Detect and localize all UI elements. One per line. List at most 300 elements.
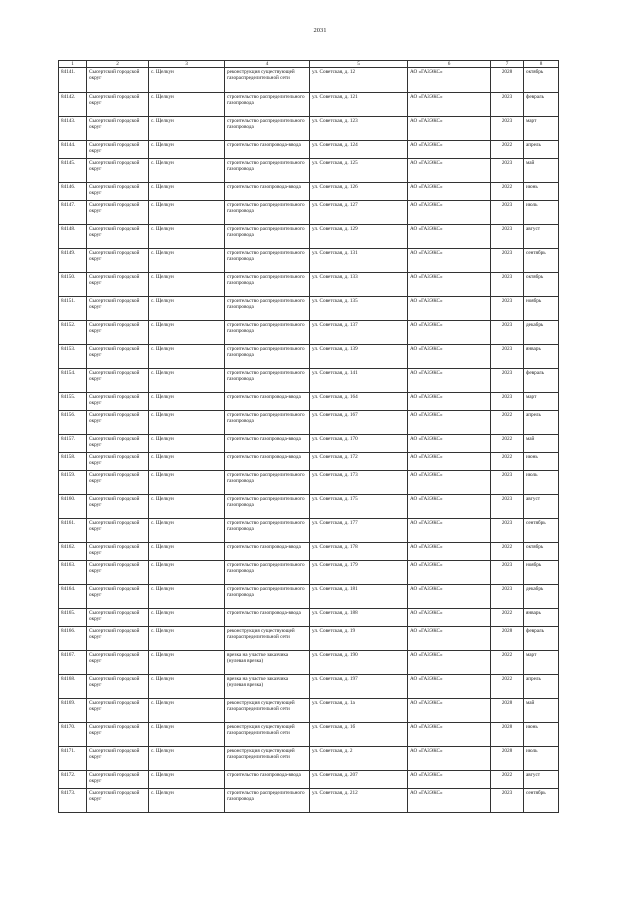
cell-settlement: с. Щелкун <box>149 771 225 789</box>
cell-settlement: с. Щелкун <box>149 495 225 519</box>
cell-month: июль <box>524 201 559 225</box>
cell-contractor: АО «ГАЗЭКС» <box>408 297 491 321</box>
cell-district: Сысертский городской округ <box>87 723 149 747</box>
cell-year: 2022 <box>491 435 524 453</box>
cell-work-type: строительство газопровода-ввода <box>225 183 310 201</box>
cell-address: ул. Советская, д. 197 <box>310 675 408 699</box>
cell-row-number: 84159. <box>59 471 87 495</box>
cell-year: 2023 <box>491 345 524 369</box>
cell-year: 2022 <box>491 141 524 159</box>
cell-row-number: 84160. <box>59 495 87 519</box>
cell-year: 2028 <box>491 747 524 771</box>
table-row <box>59 789 559 813</box>
cell-settlement: с. Щелкун <box>149 699 225 723</box>
cell-settlement: с. Щелкун <box>149 297 225 321</box>
cell-address: ул. Советская, д. 133 <box>310 273 408 297</box>
cell-address: ул. Советская, д. 127 <box>310 201 408 225</box>
cell-year: 2028 <box>491 699 524 723</box>
cell-settlement: с. Щелкун <box>149 93 225 117</box>
cell-address: ул. Советская, д. 12 <box>310 68 408 93</box>
cell-address: ул. Советская, д. 126 <box>310 183 408 201</box>
table-row <box>59 699 559 723</box>
cell-work-type: строительство распределительного газопровода <box>225 225 310 249</box>
column-number-4: 4 <box>225 61 310 68</box>
table-row <box>59 723 559 747</box>
cell-address: ул. Советская, д. 139 <box>310 345 408 369</box>
table-row <box>59 93 559 117</box>
table-row <box>59 345 559 369</box>
cell-year: 2023 <box>491 471 524 495</box>
table-row <box>59 519 559 543</box>
cell-work-type: строительство распределительного газопровода <box>225 471 310 495</box>
cell-address: ул. Советская, д. 137 <box>310 321 408 345</box>
cell-row-number: 84170. <box>59 723 87 747</box>
cell-work-type: реконструкция существующей газораспределительной сети <box>225 699 310 723</box>
cell-contractor: АО «ГАЗЭКС» <box>408 249 491 273</box>
cell-year: 2023 <box>491 225 524 249</box>
cell-work-type: строительство газопровода-ввода <box>225 141 310 159</box>
cell-district: Сысертский городской округ <box>87 141 149 159</box>
cell-work-type: строительство распределительного газопровода <box>225 117 310 141</box>
cell-row-number: 84173. <box>59 789 87 813</box>
cell-settlement: с. Щелкун <box>149 453 225 471</box>
cell-district: Сысертский городской округ <box>87 201 149 225</box>
cell-year: 2023 <box>491 93 524 117</box>
cell-contractor: АО «ГАЗЭКС» <box>408 561 491 585</box>
table-row <box>59 411 559 435</box>
table-row <box>59 117 559 141</box>
table-row <box>59 675 559 699</box>
cell-address: ул. Советская, д. 173 <box>310 471 408 495</box>
cell-row-number: 84156. <box>59 411 87 435</box>
table-row <box>59 249 559 273</box>
table-row <box>59 585 559 609</box>
cell-contractor: АО «ГАЗЭКС» <box>408 699 491 723</box>
cell-work-type: строительство распределительного газопровода <box>225 93 310 117</box>
table-row <box>59 68 559 93</box>
table-row <box>59 651 559 675</box>
cell-contractor: АО «ГАЗЭКС» <box>408 471 491 495</box>
cell-district: Сысертский городской округ <box>87 297 149 321</box>
cell-district: Сысертский городской округ <box>87 453 149 471</box>
cell-address: ул. Советская, д. 121 <box>310 93 408 117</box>
cell-settlement: с. Щелкун <box>149 201 225 225</box>
column-number-5: 5 <box>310 61 408 68</box>
cell-month: октябрь <box>524 273 559 297</box>
cell-year: 2028 <box>491 627 524 651</box>
cell-settlement: с. Щелкун <box>149 435 225 453</box>
cell-work-type: строительство распределительного газопровода <box>225 201 310 225</box>
cell-row-number: 84163. <box>59 561 87 585</box>
cell-settlement: с. Щелкун <box>149 609 225 627</box>
cell-settlement: с. Щелкун <box>149 627 225 651</box>
table-row <box>59 297 559 321</box>
cell-district: Сысертский городской округ <box>87 675 149 699</box>
cell-settlement: с. Щелкун <box>149 68 225 93</box>
cell-year: 2023 <box>491 393 524 411</box>
cell-contractor: АО «ГАЗЭКС» <box>408 453 491 471</box>
cell-row-number: 84150. <box>59 273 87 297</box>
cell-settlement: с. Щелкун <box>149 723 225 747</box>
cell-contractor: АО «ГАЗЭКС» <box>408 519 491 543</box>
cell-work-type: реконструкция существующей газораспределительной сети <box>225 723 310 747</box>
cell-contractor: АО «ГАЗЭКС» <box>408 651 491 675</box>
cell-work-type: реконструкция существующей газораспределительной сети <box>225 627 310 651</box>
cell-row-number: 84142. <box>59 93 87 117</box>
cell-month: февраль <box>524 627 559 651</box>
cell-month: июль <box>524 747 559 771</box>
cell-row-number: 84152. <box>59 321 87 345</box>
cell-row-number: 84162. <box>59 543 87 561</box>
cell-district: Сысертский городской округ <box>87 543 149 561</box>
cell-row-number: 84158. <box>59 453 87 471</box>
cell-year: 2028 <box>491 68 524 93</box>
cell-row-number: 84151. <box>59 297 87 321</box>
cell-contractor: АО «ГАЗЭКС» <box>408 225 491 249</box>
cell-month: октябрь <box>524 543 559 561</box>
table-row <box>59 495 559 519</box>
cell-work-type: строительство газопровода-ввода <box>225 435 310 453</box>
cell-row-number: 84155. <box>59 393 87 411</box>
cell-address: ул. Советская, д. 212 <box>310 789 408 813</box>
cell-contractor: АО «ГАЗЭКС» <box>408 68 491 93</box>
column-number-6: 6 <box>408 61 491 68</box>
cell-row-number: 84143. <box>59 117 87 141</box>
cell-address: ул. Советская, д. 188 <box>310 609 408 627</box>
column-number-1: 1 <box>59 61 87 68</box>
cell-row-number: 84157. <box>59 435 87 453</box>
cell-row-number: 84154. <box>59 369 87 393</box>
cell-contractor: АО «ГАЗЭКС» <box>408 723 491 747</box>
cell-address: ул. Советская, д. 207 <box>310 771 408 789</box>
table-row <box>59 273 559 297</box>
cell-contractor: АО «ГАЗЭКС» <box>408 273 491 297</box>
cell-settlement: с. Щелкун <box>149 561 225 585</box>
cell-district: Сысертский городской округ <box>87 159 149 183</box>
cell-district: Сысертский городской округ <box>87 771 149 789</box>
cell-year: 2022 <box>491 411 524 435</box>
page-number: 2031 <box>313 27 327 34</box>
cell-row-number: 84145. <box>59 159 87 183</box>
cell-contractor: АО «ГАЗЭКС» <box>408 93 491 117</box>
cell-district: Сысертский городской округ <box>87 273 149 297</box>
cell-address: ул. Советская, д. 123 <box>310 117 408 141</box>
cell-year: 2022 <box>491 651 524 675</box>
cell-row-number: 84149. <box>59 249 87 273</box>
cell-contractor: АО «ГАЗЭКС» <box>408 183 491 201</box>
cell-month: март <box>524 651 559 675</box>
cell-work-type: строительство газопровода-ввода <box>225 453 310 471</box>
cell-address: ул. Советская, д. 167 <box>310 411 408 435</box>
cell-row-number: 84147. <box>59 201 87 225</box>
cell-year: 2023 <box>491 117 524 141</box>
cell-work-type: строительство распределительного газопровода <box>225 561 310 585</box>
cell-settlement: с. Щелкун <box>149 519 225 543</box>
cell-work-type: строительство распределительного газопровода <box>225 273 310 297</box>
cell-month: июнь <box>524 453 559 471</box>
cell-settlement: с. Щелкун <box>149 471 225 495</box>
cell-year: 2023 <box>491 369 524 393</box>
table-row <box>59 393 559 411</box>
cell-contractor: АО «ГАЗЭКС» <box>408 141 491 159</box>
cell-month: февраль <box>524 93 559 117</box>
cell-district: Сысертский городской округ <box>87 183 149 201</box>
cell-district: Сысертский городской округ <box>87 321 149 345</box>
cell-settlement: с. Щелкун <box>149 675 225 699</box>
cell-month: сентябрь <box>524 519 559 543</box>
cell-settlement: с. Щелкун <box>149 411 225 435</box>
table-row <box>59 159 559 183</box>
cell-district: Сысертский городской округ <box>87 249 149 273</box>
cell-settlement: с. Щелкун <box>149 789 225 813</box>
cell-row-number: 84146. <box>59 183 87 201</box>
cell-settlement: с. Щелкун <box>149 159 225 183</box>
cell-settlement: с. Щелкун <box>149 345 225 369</box>
cell-contractor: АО «ГАЗЭКС» <box>408 675 491 699</box>
cell-year: 2023 <box>491 561 524 585</box>
table-row <box>59 453 559 471</box>
cell-row-number: 84141. <box>59 68 87 93</box>
cell-month: июнь <box>524 723 559 747</box>
cell-row-number: 84171. <box>59 747 87 771</box>
cell-year: 2022 <box>491 675 524 699</box>
cell-work-type: строительство распределительного газопровода <box>225 411 310 435</box>
cell-month: апрель <box>524 141 559 159</box>
cell-year: 2023 <box>491 321 524 345</box>
cell-month: сентябрь <box>524 789 559 813</box>
cell-row-number: 84172. <box>59 771 87 789</box>
cell-work-type: строительство распределительного газопровода <box>225 345 310 369</box>
cell-contractor: АО «ГАЗЭКС» <box>408 321 491 345</box>
cell-month: май <box>524 699 559 723</box>
column-number-3: 3 <box>149 61 225 68</box>
cell-year: 2022 <box>491 183 524 201</box>
cell-year: 2022 <box>491 609 524 627</box>
cell-contractor: АО «ГАЗЭКС» <box>408 495 491 519</box>
cell-work-type: строительство газопровода-ввода <box>225 609 310 627</box>
cell-district: Сысертский городской округ <box>87 345 149 369</box>
cell-row-number: 84166. <box>59 627 87 651</box>
cell-row-number: 84167. <box>59 651 87 675</box>
cell-month: ноябрь <box>524 297 559 321</box>
cell-work-type: строительство распределительного газопровода <box>225 369 310 393</box>
cell-work-type: строительство распределительного газопровода <box>225 519 310 543</box>
cell-work-type: строительство распределительного газопровода <box>225 585 310 609</box>
table-row <box>59 561 559 585</box>
cell-contractor: АО «ГАЗЭКС» <box>408 159 491 183</box>
cell-year: 2023 <box>491 585 524 609</box>
cell-month: июль <box>524 471 559 495</box>
cell-district: Сысертский городской округ <box>87 561 149 585</box>
cell-work-type: строительство распределительного газопровода <box>225 321 310 345</box>
cell-month: май <box>524 159 559 183</box>
cell-month: июнь <box>524 183 559 201</box>
cell-settlement: с. Щелкун <box>149 393 225 411</box>
cell-settlement: с. Щелкун <box>149 543 225 561</box>
table-row <box>59 225 559 249</box>
cell-address: ул. Советская, д. 131 <box>310 249 408 273</box>
cell-district: Сысертский городской округ <box>87 471 149 495</box>
table-row <box>59 435 559 453</box>
cell-month: март <box>524 393 559 411</box>
cell-work-type: строительство газопровода-ввода <box>225 771 310 789</box>
cell-address: ул. Советская, д. 124 <box>310 141 408 159</box>
cell-month: апрель <box>524 675 559 699</box>
cell-district: Сысертский городской округ <box>87 519 149 543</box>
cell-year: 2028 <box>491 723 524 747</box>
column-number-8: 8 <box>524 61 559 68</box>
cell-address: ул. Советская, д. 19 <box>310 627 408 651</box>
cell-contractor: АО «ГАЗЭКС» <box>408 747 491 771</box>
cell-row-number: 84153. <box>59 345 87 369</box>
table-row <box>59 141 559 159</box>
cell-contractor: АО «ГАЗЭКС» <box>408 393 491 411</box>
cell-address: ул. Советская, д. 2 <box>310 747 408 771</box>
cell-month: апрель <box>524 411 559 435</box>
cell-contractor: АО «ГАЗЭКС» <box>408 627 491 651</box>
cell-year: 2023 <box>491 201 524 225</box>
cell-contractor: АО «ГАЗЭКС» <box>408 345 491 369</box>
table-row <box>59 183 559 201</box>
cell-contractor: АО «ГАЗЭКС» <box>408 411 491 435</box>
cell-row-number: 84161. <box>59 519 87 543</box>
cell-year: 2023 <box>491 519 524 543</box>
cell-district: Сысертский городской округ <box>87 68 149 93</box>
cell-month: декабрь <box>524 321 559 345</box>
cell-year: 2022 <box>491 771 524 789</box>
cell-address: ул. Советская, д. 1а <box>310 699 408 723</box>
cell-work-type: реконструкция существующей газораспределительной сети <box>225 747 310 771</box>
cell-district: Сысертский городской округ <box>87 369 149 393</box>
cell-settlement: с. Щелкун <box>149 321 225 345</box>
cell-row-number: 84144. <box>59 141 87 159</box>
cell-contractor: АО «ГАЗЭКС» <box>408 771 491 789</box>
table-row <box>59 321 559 345</box>
cell-year: 2022 <box>491 453 524 471</box>
table-row <box>59 201 559 225</box>
cell-district: Сысертский городской округ <box>87 495 149 519</box>
table-row <box>59 747 559 771</box>
cell-district: Сысертский городской округ <box>87 699 149 723</box>
cell-year: 2023 <box>491 789 524 813</box>
cell-address: ул. Советская, д. 141 <box>310 369 408 393</box>
cell-work-type: строительство газопровода-ввода <box>225 543 310 561</box>
cell-address: ул. Советская, д. 178 <box>310 543 408 561</box>
cell-settlement: с. Щелкун <box>149 225 225 249</box>
cell-settlement: с. Щелкун <box>149 585 225 609</box>
cell-address: ул. Советская, д. 177 <box>310 519 408 543</box>
cell-settlement: с. Щелкун <box>149 651 225 675</box>
cell-settlement: с. Щелкун <box>149 249 225 273</box>
cell-work-type: строительство распределительного газопровода <box>225 249 310 273</box>
cell-year: 2023 <box>491 159 524 183</box>
table-row <box>59 771 559 789</box>
cell-address: ул. Советская, д. 190 <box>310 651 408 675</box>
cell-row-number: 84169. <box>59 699 87 723</box>
cell-contractor: АО «ГАЗЭКС» <box>408 543 491 561</box>
cell-district: Сысертский городской округ <box>87 393 149 411</box>
cell-year: 2023 <box>491 249 524 273</box>
cell-settlement: с. Щелкун <box>149 273 225 297</box>
cell-contractor: АО «ГАЗЭКС» <box>408 369 491 393</box>
cell-month: февраль <box>524 369 559 393</box>
table-row <box>59 471 559 495</box>
cell-month: сентябрь <box>524 249 559 273</box>
cell-year: 2022 <box>491 543 524 561</box>
cell-address: ул. Советская, д. 135 <box>310 297 408 321</box>
cell-address: ул. Советская, д. 170 <box>310 435 408 453</box>
cell-settlement: с. Щелкун <box>149 183 225 201</box>
cell-district: Сысертский городской округ <box>87 435 149 453</box>
cell-month: январь <box>524 345 559 369</box>
cell-address: ул. Советская, д. 181 <box>310 585 408 609</box>
cell-address: ул. Советская, д. 125 <box>310 159 408 183</box>
cell-work-type: врезка на участке заказчика (нулевая врезка) <box>225 651 310 675</box>
cell-contractor: АО «ГАЗЭКС» <box>408 789 491 813</box>
cell-district: Сысертский городской округ <box>87 585 149 609</box>
cell-district: Сысертский городской округ <box>87 747 149 771</box>
table-header-row <box>59 61 559 68</box>
cell-district: Сысертский городской округ <box>87 225 149 249</box>
cell-contractor: АО «ГАЗЭКС» <box>408 117 491 141</box>
cell-contractor: АО «ГАЗЭКС» <box>408 609 491 627</box>
cell-month: январь <box>524 609 559 627</box>
table-row <box>59 543 559 561</box>
table-row <box>59 627 559 651</box>
cell-row-number: 84165. <box>59 609 87 627</box>
table-row <box>59 369 559 393</box>
cell-month: август <box>524 771 559 789</box>
cell-settlement: с. Щелкун <box>149 747 225 771</box>
cell-contractor: АО «ГАЗЭКС» <box>408 435 491 453</box>
cell-contractor: АО «ГАЗЭКС» <box>408 585 491 609</box>
cell-year: 2023 <box>491 273 524 297</box>
cell-contractor: АО «ГАЗЭКС» <box>408 201 491 225</box>
cell-work-type: врезка на участке заказчика (нулевая врезка) <box>225 675 310 699</box>
cell-work-type: реконструкция существующей газораспределительной сети <box>225 68 310 93</box>
column-number-2: 2 <box>87 61 149 68</box>
table-row <box>59 609 559 627</box>
cell-year: 2023 <box>491 297 524 321</box>
cell-district: Сысертский городской округ <box>87 117 149 141</box>
cell-month: август <box>524 495 559 519</box>
cell-work-type: строительство газопровода-ввода <box>225 393 310 411</box>
cell-district: Сысертский городской округ <box>87 609 149 627</box>
cell-work-type: строительство распределительного газопровода <box>225 297 310 321</box>
gas-works-table <box>58 60 559 813</box>
cell-month: март <box>524 117 559 141</box>
cell-month: май <box>524 435 559 453</box>
cell-address: ул. Советская, д. 1б <box>310 723 408 747</box>
cell-settlement: с. Щелкун <box>149 369 225 393</box>
cell-work-type: строительство распределительного газопровода <box>225 789 310 813</box>
cell-district: Сысертский городской округ <box>87 789 149 813</box>
column-number-7: 7 <box>491 61 524 68</box>
cell-month: октябрь <box>524 68 559 93</box>
cell-month: ноябрь <box>524 561 559 585</box>
cell-settlement: с. Щелкун <box>149 141 225 159</box>
cell-month: декабрь <box>524 585 559 609</box>
cell-row-number: 84148. <box>59 225 87 249</box>
cell-address: ул. Советская, д. 179 <box>310 561 408 585</box>
cell-address: ул. Советская, д. 172 <box>310 453 408 471</box>
cell-district: Сысертский городской округ <box>87 411 149 435</box>
cell-year: 2023 <box>491 495 524 519</box>
cell-address: ул. Советская, д. 175 <box>310 495 408 519</box>
cell-month: август <box>524 225 559 249</box>
cell-work-type: строительство распределительного газопровода <box>225 159 310 183</box>
cell-row-number: 84168. <box>59 675 87 699</box>
